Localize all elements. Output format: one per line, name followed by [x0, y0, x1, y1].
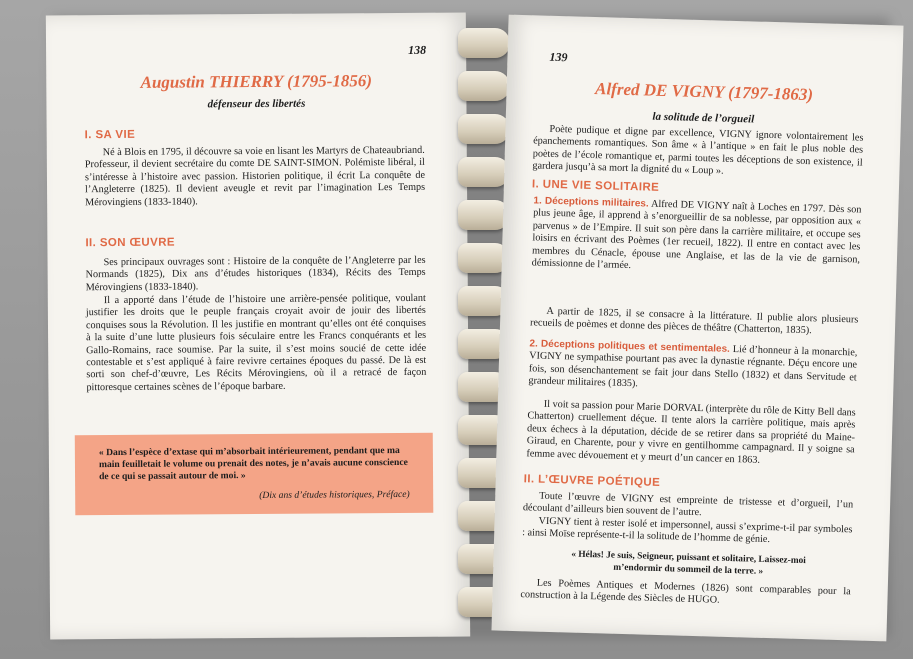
right-page-subtitle: la solitude de l’orgueil — [652, 110, 755, 126]
left-page-number: 138 — [408, 42, 427, 57]
left-page-subtitle: défenseur des libertés — [207, 97, 306, 111]
spiral-ring — [458, 157, 510, 187]
left-section2-text1: Ses principaux ouvrages sont : Histoire de la conquête de l’Angleterre par les Normands (1825), Dix ans d’études historiques (1834), Récits des Temps Mérovingiens (1833-1840). — [85, 254, 426, 294]
left-page — [46, 13, 470, 640]
left-page-title: Augustin THIERRY (1795-1856) — [140, 71, 373, 92]
left-section1-heading: I. SA VIE — [84, 128, 136, 142]
left-section2-heading: II. SON ŒUVRE — [85, 236, 176, 250]
spiral-ring — [458, 71, 510, 101]
right-sub2-text: Lié d’honneur à la monarchie, VIGNY ne sympathise pourtant pas avec la dynastie régnante. Déçu encore une fois, son désenchantement se fait jour dans Stello (1832) et dans Servitude et grandeur militaires (1835). — [528, 343, 858, 390]
right-closing: Les Poèmes Antiques et Modernes (1826) sont comparables pour la construction à la Légende des Siècles de HUGO. — [520, 577, 851, 607]
right-sub1-text: Alfred DE VIGNY naît à Loches en 1797. Dès son plus jeune âge, il apprend à s’enorgueillir de sa noblesse, par opposition aux « parvenus » de l’Empire. Il suit son père dans la carrière militaire, et occupe ses loisirs en écrivant des Poèmes (1er recueil, 1822). Il entre en contact avec les membres du Cénacle, épouse une Anglaise, et las de la vie de garnison, démissionne de l’armée. — [531, 198, 862, 272]
right-sub1 — [532, 195, 862, 279]
right-sub2-text2: Il voit sa passion pour Marie DORVAL (interprète du rôle de Kitty Bell dans Chatterton) cruellement déçue. Il tente alors la carrière politique, mais après deux échecs à la députation, décide de se retirer dans sa propriété du Maine-Giraud, en Charente, pour y vivre en gentilhomme campagnard. Il y soigne sa femme avec dévouement et y meurt d’un cancer en 1863. — [526, 398, 856, 466]
right-section2-text2: VIGNY tient à rester isolé et impersonnel, aussi s’exprime-t-il par symboles : ainsi Moïse représente-t-il la solitude de l’homme de génie. — [522, 515, 853, 546]
right-sub1-heading: 1. Déceptions militaires. — [533, 195, 649, 210]
right-quote: « Hélas! Je suis, Seigneur, puissant et solitaire, Laissez-moi m’endormir du sommeil de la terre. » — [571, 549, 806, 578]
right-section2-heading: II. L’ŒUVRE POÉTIQUE — [523, 473, 661, 490]
right-sub2-heading: 2. Déceptions politiques et sentimentales. — [529, 338, 731, 355]
spiral-ring — [458, 28, 510, 58]
left-quote: « Dans l’espèce d’extase qui m’absorbait intérieurement, pendant que ma main feuilletait le volume ou prenait des notes, je n’avais aucune conscience de ce qui se passait autour de moi. » — [98, 445, 408, 483]
right-page-number: 139 — [549, 49, 568, 65]
right-section1-heading: I. UNE VIE SOLITAIRE — [531, 178, 660, 194]
right-section2-text: Toute l’œuvre de VIGNY est empreinte de tristesse et d’orgueil, l’un découlant d’ailleurs bien souvent de l’autre. — [522, 490, 854, 519]
right-sub1-text2: A partir de 1825, il se consacre à la littérature. Il publie alors plusieurs recueils de poèmes et donne des pièces de théâtre (Chatterton, 1835). — [529, 305, 859, 337]
left-section1-text: Né à Blois en 1795, il découvre sa voie en lisant les Martyrs de Chateaubriand. Professeur, il devient secrétaire du comte DE SAINT-SIMON. Polémiste libéral, il s’intéresse à l’histoire avec passion. Historien politique, il écrit La conquête de l’Angleterre (1825). Il devient aveugle et revit par l’imagination Les Temps Mérovingiens (1833-1840). — [84, 144, 426, 208]
left-section2-text2: Il a apporté dans l’étude de l’histoire une arrière-pensée politique, voulant justifier les droits que le peuple français croyait avoir de jouir des libertés conquises sous la Révolution. Il les justifie en montrant qu’elles ont été conquises à la suite d’une lutte plusieurs fois séculaire entre les Francs conquérants et les Gallo-Romains, race soumise. Par la suite, il s’est moins soucié de cette idée contestable et s’est appliqué à faire revivre certaines époques du passé. De là est sorti son chef-d’œuvre, Les Récits Mérovingiens, où il a retracé de façon pittoresque certaines scènes de l’époque barbare. — [85, 292, 427, 394]
right-page-title: Alfred DE VIGNY (1797-1863) — [594, 79, 814, 105]
right-sub2 — [528, 338, 857, 397]
left-quote-source: (Dix ans d’études historiques, Préface) — [259, 488, 410, 501]
spiral-ring — [458, 114, 510, 144]
right-page — [491, 15, 903, 642]
right-intro: Poète pudique et digne par excellence, VIGNY ignore volontairement les épanchements romantiques. Son âme « à l’antique » en fait le plus noble des poètes de l’école romantique et, parmi toutes les déceptions de son existence, il gardera jusqu’à sa mort la dignité du « Loup ». — [532, 123, 864, 177]
